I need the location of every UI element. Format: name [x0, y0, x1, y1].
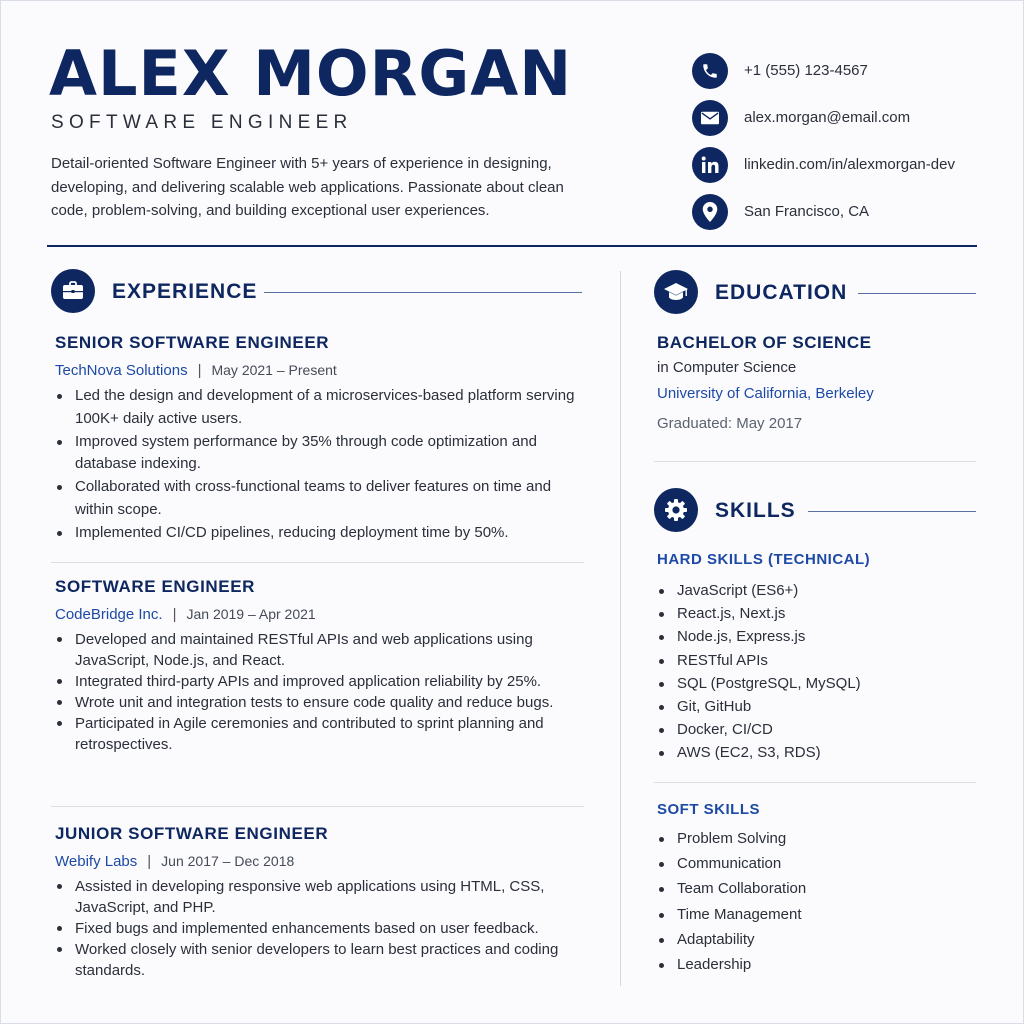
- list-item: JavaScript (ES6+): [657, 579, 861, 602]
- education-divider: [654, 461, 976, 462]
- job-dates: May 2021 – Present: [211, 362, 337, 378]
- contact-linkedin[interactable]: [692, 141, 955, 188]
- graduation-date: Graduated: May 2017: [657, 415, 803, 432]
- education-heading-line: [858, 293, 976, 294]
- phone-number: +1 (555) 123-4567: [744, 62, 868, 79]
- experience-heading-line: [264, 292, 582, 293]
- list-item: Assisted in developing responsive web applications using HTML, CSS, JavaScript, and PHP.: [55, 876, 575, 918]
- list-item: Team Collaboration: [657, 876, 806, 901]
- linkedin-icon: [692, 147, 728, 183]
- job-meta: [55, 853, 575, 870]
- candidate-title: SOFTWARE ENGINEER: [51, 112, 353, 133]
- column-divider: [620, 271, 621, 986]
- candidate-name: ALEX MORGAN: [49, 37, 573, 110]
- list-item: Communication: [657, 851, 806, 876]
- job-bullets: [55, 629, 575, 755]
- job-bullets: [55, 385, 575, 544]
- location-pin-icon: [692, 194, 728, 230]
- list-item: Docker, CI/CD: [657, 718, 861, 741]
- meta-separator: |: [147, 853, 152, 870]
- list-item: Wrote unit and integration tests to ensure code quality and reduce bugs.: [55, 692, 575, 713]
- list-item: AWS (EC2, S3, RDS): [657, 741, 861, 764]
- hard-skills-list: [657, 579, 861, 765]
- list-item: Worked closely with senior developers to learn best practices and coding standards.: [55, 939, 575, 981]
- experience-heading: EXPERIENCE: [112, 280, 258, 303]
- list-item: Led the design and development of a microservices-based platform serving 100K+ daily active users.: [55, 385, 575, 430]
- skills-heading: SKILLS: [715, 499, 796, 522]
- degree-field: in Computer Science: [657, 359, 797, 376]
- job-divider: [51, 562, 584, 563]
- contact-phone[interactable]: [692, 47, 955, 94]
- list-item: Integrated third-party APIs and improved application reliability by 25%.: [55, 671, 575, 692]
- job-meta: [55, 606, 575, 623]
- linkedin-url: linkedin.com/in/alexmorgan-dev: [744, 156, 955, 173]
- degree: BACHELOR OF SCIENCE: [657, 333, 872, 352]
- hard-skills-heading: HARD SKILLS (TECHNICAL): [657, 551, 871, 568]
- list-item: Problem Solving: [657, 826, 806, 851]
- briefcase-icon: [51, 269, 95, 313]
- list-item: SQL (PostgreSQL, MySQL): [657, 672, 861, 695]
- education-heading: EDUCATION: [715, 281, 848, 304]
- company-name: TechNova Solutions: [55, 362, 188, 379]
- skills-heading-line: [808, 511, 976, 512]
- list-item: Participated in Agile ceremonies and contributed to sprint planning and retrospectives.: [55, 713, 575, 755]
- list-item: Collaborated with cross-functional teams to deliver features on time and within scope.: [55, 476, 575, 521]
- school-name: University of California, Berkeley: [657, 385, 874, 402]
- job-bullets: [55, 876, 575, 981]
- meta-separator: |: [172, 606, 177, 623]
- soft-skills-heading: SOFT SKILLS: [657, 801, 760, 818]
- list-item: RESTful APIs: [657, 649, 861, 672]
- email-icon: [692, 100, 728, 136]
- meta-separator: |: [197, 362, 202, 379]
- job-title: JUNIOR SOFTWARE ENGINEER: [55, 824, 329, 843]
- contact-location: [692, 188, 955, 235]
- list-item: Improved system performance by 35% through code optimization and database indexing.: [55, 431, 575, 476]
- job-entry: [55, 824, 575, 981]
- header-divider: [47, 245, 977, 247]
- list-item: Fixed bugs and implemented enhancements based on user feedback.: [55, 918, 575, 939]
- job-meta: [55, 362, 575, 379]
- contact-block: [692, 47, 955, 235]
- list-item: React.js, Next.js: [657, 602, 861, 625]
- list-item: Git, GitHub: [657, 695, 861, 718]
- contact-email[interactable]: [692, 94, 955, 141]
- company-name: CodeBridge Inc.: [55, 606, 163, 623]
- list-item: Node.js, Express.js: [657, 625, 861, 648]
- skills-divider: [654, 782, 976, 783]
- phone-icon: [692, 53, 728, 89]
- profile-summary: Detail-oriented Software Engineer with 5+ years of experience in designing, developing, and delivering scalable web applications. Passionate about clean code, problem-solving, and building exceptional user experiences.: [51, 155, 564, 219]
- job-dates: Jun 2017 – Dec 2018: [161, 853, 295, 869]
- email-address: alex.morgan@email.com: [744, 109, 911, 126]
- list-item: Adaptability: [657, 927, 806, 952]
- soft-skills-list: [657, 826, 806, 977]
- list-item: Leadership: [657, 952, 806, 977]
- job-dates: Jan 2019 – Apr 2021: [186, 606, 316, 622]
- gear-icon: [654, 488, 698, 532]
- company-name: Webify Labs: [55, 853, 138, 870]
- job-entry: [55, 333, 575, 545]
- job-divider: [51, 806, 584, 807]
- graduation-cap-icon: [654, 270, 698, 314]
- job-title: SOFTWARE ENGINEER: [55, 577, 256, 596]
- job-entry: [55, 577, 575, 755]
- job-title: SENIOR SOFTWARE ENGINEER: [55, 333, 330, 352]
- location-text: San Francisco, CA: [744, 203, 870, 220]
- list-item: Developed and maintained RESTful APIs and web applications using JavaScript, Node.js, and React.: [55, 629, 575, 671]
- list-item: Implemented CI/CD pipelines, reducing deployment time by 50%.: [55, 522, 575, 545]
- list-item: Time Management: [657, 902, 806, 927]
